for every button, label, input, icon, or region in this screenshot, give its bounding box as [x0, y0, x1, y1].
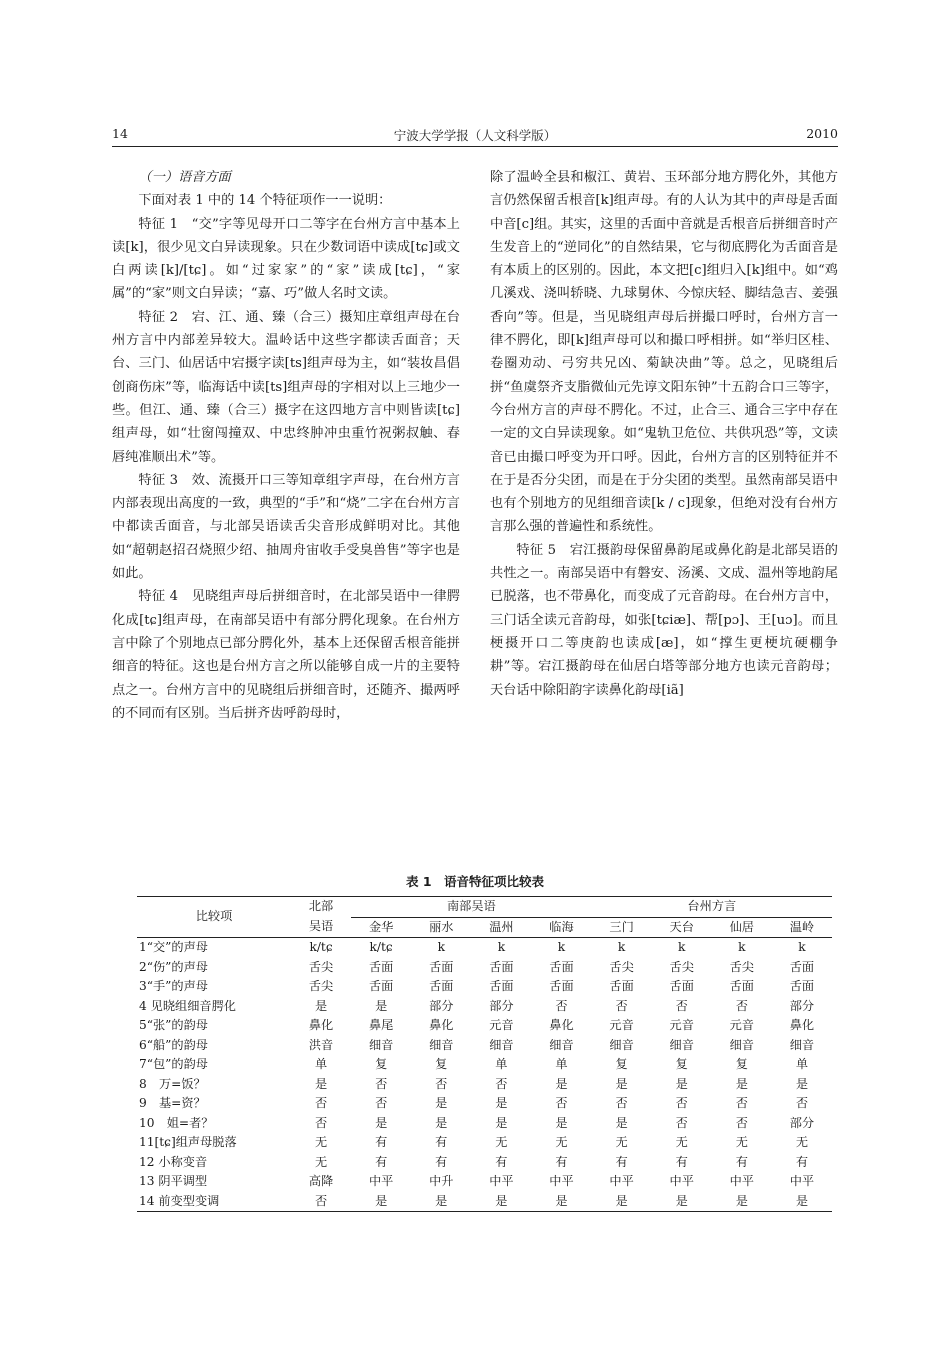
table-cell: 舌面 [489, 979, 514, 993]
table-cell: 否 [555, 1096, 568, 1110]
table-row [137, 1133, 832, 1153]
table-cell: 舌面 [489, 959, 514, 974]
table-cell: 是 [495, 1115, 508, 1130]
table-cell: 中平 [368, 1174, 394, 1188]
table-cell: 是 [314, 998, 328, 1013]
table-cell: 细音 [368, 1037, 394, 1052]
table-cell: 是 [495, 1096, 508, 1110]
table-cell: 否 [435, 1076, 448, 1091]
table-cell: 否 [314, 1115, 328, 1130]
table-cell: 鼻化 [429, 1018, 454, 1032]
table-cell: 元音 [609, 1018, 634, 1032]
table-cell: 是 [351, 1192, 411, 1212]
table-cell: 否 [735, 1115, 748, 1130]
page-number: 14 [112, 126, 128, 141]
row-label: 6“船”的韵母 [139, 1037, 208, 1052]
table-cell: 是 [555, 1076, 568, 1091]
column-group-taizhou: 台州方言 [592, 897, 832, 918]
table-cell: 有 [495, 1154, 508, 1169]
table-cell: k [678, 940, 686, 954]
column-header-north-top: 北部 [291, 897, 351, 918]
table-cell: 元音 [729, 1018, 754, 1032]
column-header: 温岭 [772, 917, 832, 938]
table-cell: 有 [375, 1135, 388, 1149]
column-header: 三门 [592, 917, 652, 938]
table-cell: 中平 [609, 1174, 634, 1188]
table-cell: 是 [435, 1115, 448, 1130]
table-row [137, 1192, 832, 1212]
table-cell: 元音 [669, 1018, 694, 1032]
column-header-compare-item: 比较项 [137, 897, 291, 938]
table-cell: 是 [592, 1192, 652, 1212]
table-cell: 否 [291, 1192, 351, 1212]
column-header: 天台 [652, 917, 712, 938]
table-cell: 单 [495, 1057, 508, 1071]
row-label: 14 前变型变调 [137, 1192, 291, 1212]
table-cell: 无 [795, 1135, 809, 1149]
table-cell: 是 [555, 1115, 568, 1130]
table-row [137, 1036, 832, 1056]
paragraph: 特征 1 “交”字等见母开口二等字在台州方言中基本上读[k]，很少见文白异读现象。只在少数词语中读成[tɕ]或文白两读[k]/[tɕ]。如“过家家”的“家”读成[tɕ]，“家属”的“家”则文白异读；“嘉、巧”做人名时文读。 [112, 216, 460, 302]
table-cell: 是 [531, 1192, 591, 1212]
table-cell: 舌尖 [308, 979, 334, 993]
table-cell: 单 [555, 1057, 568, 1071]
table-cell: 中升 [429, 1174, 454, 1188]
table-cell: 否 [615, 1096, 628, 1110]
column-group-south: 南部吴语 [351, 897, 591, 918]
paragraph: 特征 2 宕、江、通、臻（合三）摄知庄章组声母在台州方言中内部差异较大。温岭话中这些字都读舌面音；天台、三门、仙居话中宕摄字读[ts]组声母为主，如“装妆昌倡创商伤床”等，临海话中读[ts]组声母的字相对以上三地少一些。但江、通、臻（合三）摄字在这四地方言中则皆读[tɕ]组声母，如“壮窗闯撞双、中忠终肿冲虫重竹祝粥叔触、春唇纯准顺出术”等。 [112, 309, 460, 465]
table-cell: 部分 [789, 998, 815, 1013]
table-body [137, 938, 832, 1212]
table-cell: 是 [795, 1076, 809, 1091]
table-row [137, 1055, 832, 1075]
table-cell: 舌尖 [669, 959, 694, 974]
table-cell: 是 [471, 1192, 531, 1212]
table-row [137, 1114, 832, 1134]
table-header-row [137, 897, 832, 918]
table-cell: 有 [375, 1154, 388, 1169]
table-cell: 否 [495, 1076, 508, 1091]
table-cell: 有 [675, 1154, 688, 1169]
table-row [137, 977, 832, 997]
table-cell: 细音 [549, 1037, 574, 1052]
table-cell: 舌面 [368, 959, 394, 974]
table-caption: 表 1 语音特征项比较表 [405, 874, 545, 889]
table-cell: 舌面 [789, 979, 815, 993]
table-cell: 洪音 [308, 1037, 334, 1052]
table-row [137, 1172, 832, 1192]
table-cell: 有 [615, 1154, 628, 1169]
table-cell: k/tɕ [369, 940, 393, 954]
table-cell: 是 [435, 1096, 448, 1110]
table-cell: 是 [675, 1076, 688, 1091]
table-row [137, 997, 832, 1017]
table-cell: 细音 [429, 1037, 454, 1052]
row-label: 8 万=饭？ [139, 1076, 206, 1091]
table-cell: 部分 [429, 998, 454, 1013]
table-cell: k [738, 940, 746, 954]
table-cell: 舌面 [609, 979, 634, 993]
table-cell: 是 [411, 1192, 471, 1212]
table-cell: 元音 [489, 1018, 514, 1032]
section-heading: （一）语音方面 [138, 170, 231, 185]
table-cell: 是 [615, 1076, 628, 1091]
table-cell: 复 [435, 1057, 448, 1071]
row-label: 7“包”的韵母 [139, 1057, 208, 1071]
table-cell: 舌面 [549, 979, 574, 993]
table-cell: 是 [652, 1192, 712, 1212]
table-cell: 复 [735, 1057, 748, 1071]
table-cell: 是 [735, 1076, 748, 1091]
table-cell: k/tɕ [309, 940, 333, 954]
table-cell: 有 [795, 1154, 809, 1169]
row-label: 13 阴平调型 [139, 1174, 208, 1188]
table-cell: 否 [375, 1076, 388, 1091]
table-cell: 细音 [609, 1037, 634, 1052]
table-cell: 是 [375, 998, 388, 1013]
paragraph: 下面对表 1 中的 14 个特征项作一一说明： [138, 193, 392, 209]
table-cell: 中平 [489, 1174, 514, 1188]
table-cell: 舌尖 [308, 959, 334, 974]
table-row [137, 1153, 832, 1173]
table-cell: 否 [615, 998, 628, 1013]
table-cell: 舌尖 [729, 959, 754, 974]
table-row [137, 958, 832, 978]
running-header [112, 124, 838, 147]
table-cell: 无 [735, 1135, 748, 1149]
column-header: 丽水 [411, 917, 471, 938]
table-cell: 部分 [489, 998, 514, 1013]
table-cell: 是 [375, 1115, 388, 1130]
table-cell: 无 [675, 1135, 688, 1149]
table-cell: 否 [795, 1096, 809, 1110]
table-cell: 有 [555, 1154, 568, 1169]
column-header: 临海 [531, 917, 591, 938]
table-cell: 部分 [789, 1115, 815, 1130]
table-cell: 舌面 [549, 959, 574, 974]
table-cell: 舌面 [729, 979, 754, 993]
table-cell: 有 [435, 1154, 448, 1169]
row-label: 2“伤”的声母 [139, 959, 208, 974]
table-cell: 单 [314, 1057, 328, 1071]
table-cell: 中平 [789, 1174, 815, 1188]
row-label: 3“手”的声母 [139, 979, 208, 993]
table-row [137, 1016, 832, 1036]
table-cell: 是 [712, 1192, 772, 1212]
table-row [137, 938, 832, 958]
table-cell: 复 [675, 1057, 688, 1071]
table-cell: 中平 [549, 1174, 574, 1188]
row-label: 1“交”的声母 [139, 940, 208, 954]
table-cell: 否 [375, 1096, 388, 1110]
table-cell: 鼻尾 [368, 1018, 394, 1032]
column-header: 温州 [471, 917, 531, 938]
table-cell: 无 [314, 1154, 328, 1169]
row-label: 12 小称变音 [139, 1154, 208, 1169]
table-cell: 否 [735, 1096, 748, 1110]
table-cell: 鼻化 [308, 1018, 334, 1032]
table-cell: 是 [772, 1192, 832, 1212]
table-cell: 否 [735, 998, 748, 1013]
table-cell: 细音 [729, 1037, 754, 1052]
table-cell: k [497, 940, 506, 954]
table-cell: 复 [375, 1057, 388, 1071]
row-label: 4 见晓组细音腭化 [139, 998, 236, 1013]
table-cell: 高降 [308, 1174, 334, 1188]
table-cell: 细音 [669, 1037, 694, 1052]
table-cell: 有 [735, 1154, 748, 1169]
table-cell: 无 [495, 1135, 508, 1149]
table-cell: 单 [795, 1057, 809, 1071]
table-cell: 否 [675, 1096, 688, 1110]
table-cell: 否 [675, 998, 688, 1013]
table-cell: 有 [435, 1135, 448, 1149]
table-cell: 舌面 [368, 979, 394, 993]
table-row [137, 1094, 832, 1114]
table-cell: 否 [555, 998, 568, 1013]
left-column [112, 166, 460, 725]
table-cell: 中平 [729, 1174, 754, 1188]
table-cell: 无 [555, 1135, 568, 1149]
table-cell: k [437, 940, 445, 954]
table-cell: 无 [314, 1135, 328, 1149]
table-cell: 细音 [789, 1037, 815, 1052]
table-cell: 舌尖 [609, 959, 634, 974]
column-header-north-bottom: 吴语 [291, 917, 351, 938]
comparison-table [137, 896, 832, 1212]
table-cell: k [557, 940, 566, 954]
table-cell: 鼻化 [789, 1018, 815, 1032]
row-label: 11[tɕ]组声母脱落 [139, 1135, 237, 1149]
table-row [137, 1075, 832, 1095]
table-cell: k [617, 940, 626, 954]
table-cell: 是 [314, 1076, 328, 1091]
paragraph: 特征 3 效、流摄开口三等知章组字声母，在台州方言内部表现出高度的一致，典型的“手”和“烧”二字在台州方言中都读舌面音，与北部吴语读舌尖音形成鲜明对比。其他如“超朝赵招召烧照少绍、抽周舟宙收手受臭兽售”等字也是如此。 [112, 472, 460, 582]
journal-title: 宁波大学学报（人文科学版） [393, 128, 557, 143]
table-cell: 舌面 [789, 959, 815, 974]
table-cell: k [798, 940, 806, 954]
table-cell: 舌面 [429, 959, 454, 974]
table-cell: 否 [314, 1096, 328, 1110]
table-cell: 是 [615, 1115, 628, 1130]
paragraph: 特征 4 见晓组声母后拼细音时，在北部吴语中一律腭化成[tɕ]组声母，在南部吴语中有部分腭化现象。在台州方言中除了个别地点已部分腭化外，基本上还保留舌根音能拼细音的特征。这也是台州方言之所以能够自成一片的主要特点之一。台州方言中的见晓组后拼细音时，还随齐、撮两呼的不同而有区别。当后拼齐齿呼韵母时， [112, 589, 460, 721]
table-cell: 无 [615, 1135, 628, 1149]
table-cell: 中平 [669, 1174, 694, 1188]
paragraph-continued: 除了温岭全县和椒江、黄岩、玉环部分地方腭化外，其他方言仍然保留舌根音[k]组声母。有的人认为其中的声母是舌面中音[c]组。其实，这里的舌面中音就是舌根音后拼细音时产生发音上的“逆同化”的自然结果，它与彻底腭化为舌面音是有本质上的区别的。因此，本文把[c]组归入[k]组中。如“鸡几溪戏、浇叫轿晓、九球舅休、今惊庆轻、脚结急吉、姜强香向”等。但是，当见晓组声母后拼撮口呼时，台州方言一律不腭化，即[k]组声母可以和撮口呼相拼。如“举归区桂、卷圈劝动、弓穷共兄凶、菊缺决曲”等。总之，见晓组后拼“鱼虞祭齐支脂微仙元先谆文阳东钟”十五韵合口三等字，今台州方言的声母不腭化。不过，止合三、通合三字中存在一定的文白异读现象。如“鬼轨卫危位、共供巩恐”等，文读音已由撮口呼变为开口呼。因此，台州方言的区别特征并不在于是否分尖团，而是在于分尖团的类型。虽然南部吴语中也有个别地方的见组细音读[k / c]现象，但绝对没有台州方言那么强的普遍性和系统性。 [490, 170, 838, 535]
row-label: 9 基=资？ [139, 1096, 206, 1110]
table-cell: 复 [615, 1057, 628, 1071]
publication-year: 2010 [806, 126, 838, 141]
row-label: 10 姐=者？ [139, 1115, 214, 1130]
column-header: 仙居 [712, 917, 772, 938]
paragraph: 特征 5 宕江摄韵母保留鼻韵尾或鼻化韵是北部吴语的共性之一。南部吴语中有磐安、汤溪、文成、温州等地韵尾已脱落，也不带鼻化，而变成了元音韵母。在台州方言中，三门话全读元音韵母，如张[tɕiæ]、帮[pɔ]、王[uɔ]。而且梗摄开口二等庚韵也读成[æ]，如“撑生更梗坑硬棚争耕”等。宕江摄韵母在仙居白塔等部分地方也读元音韵母；天台话中除阳韵字读鼻化韵母[iã] [490, 542, 838, 698]
table-cell: 舌面 [669, 979, 694, 993]
table-cell: 鼻化 [549, 1018, 574, 1032]
row-label: 5“张”的韵母 [139, 1018, 208, 1032]
column-header: 金华 [351, 917, 411, 938]
right-column [490, 166, 838, 702]
table-cell: 细音 [489, 1037, 514, 1052]
table-cell: 否 [675, 1115, 688, 1130]
table-cell: 舌面 [429, 979, 454, 993]
